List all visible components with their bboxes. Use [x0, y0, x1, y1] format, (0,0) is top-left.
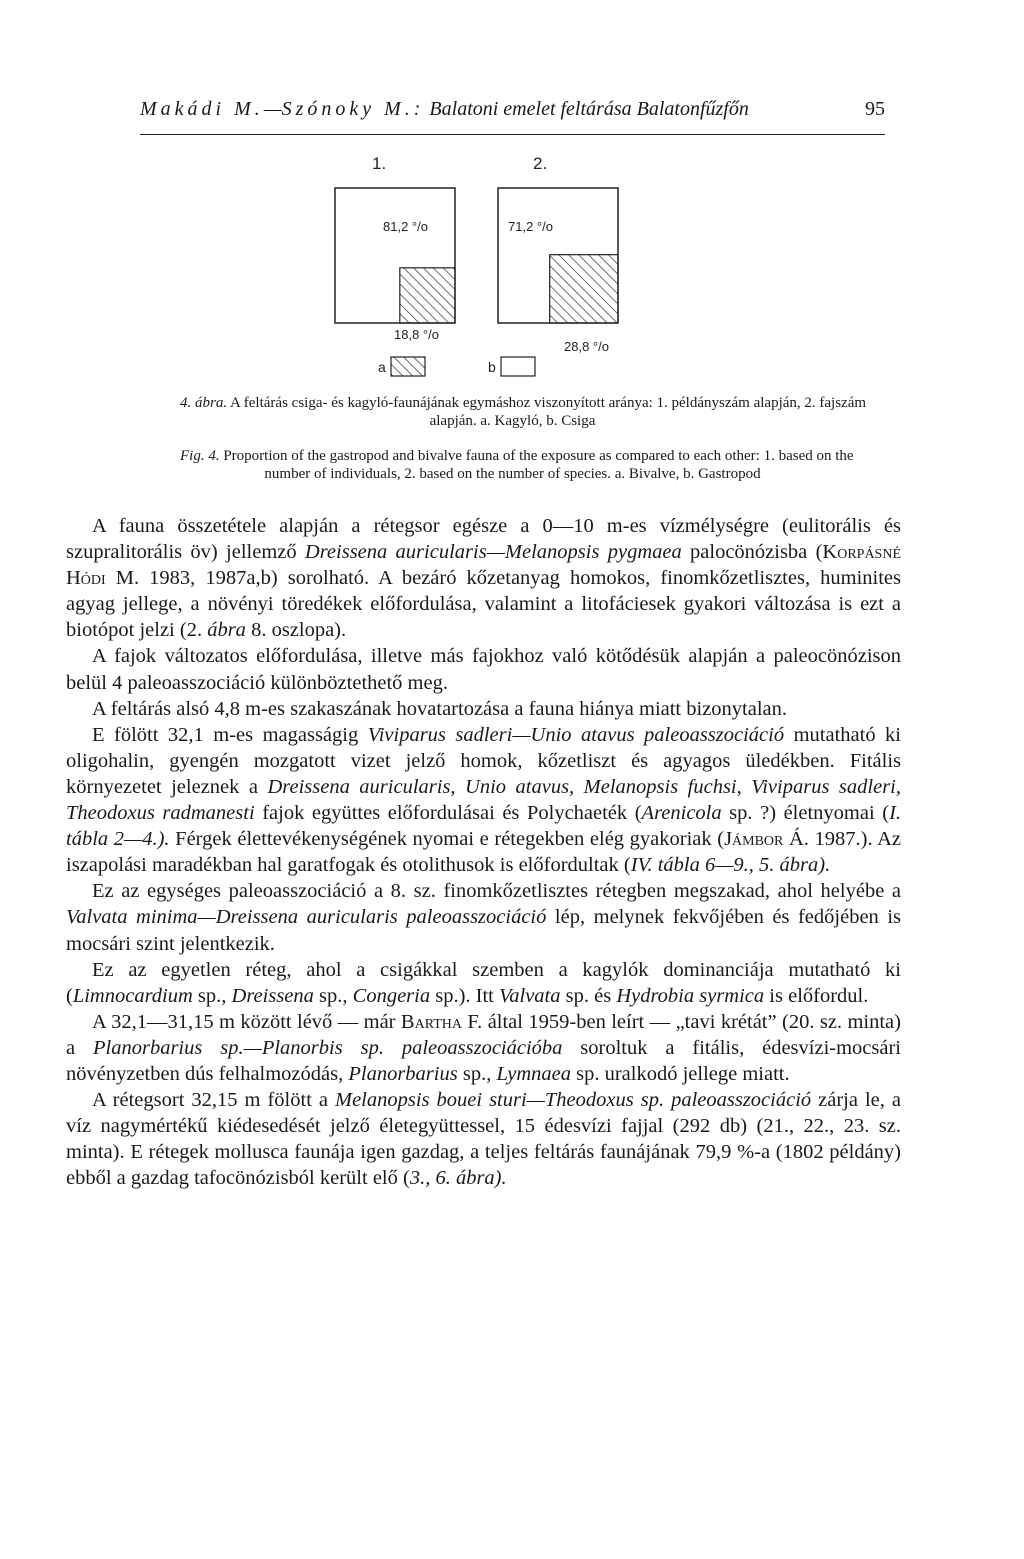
- taxon-name: Planorbarius: [348, 1062, 458, 1085]
- text-run: sp. ?) életnyomai (: [721, 802, 890, 825]
- caption-hungarian: [140, 394, 885, 430]
- box-1-top-value: 81,2 °/o: [383, 219, 428, 234]
- figure-4: [300, 145, 609, 385]
- text-run: Ez az egyetlen réteg, ahol a csigákkal szemben a kagylók dominanciája mutatható ki (: [66, 958, 901, 1007]
- running-header: [140, 98, 885, 132]
- box-2-bottom-value: 28,8 °/o: [564, 339, 609, 354]
- text-run: soroltuk a fitális, édesvízi-mocsári növényzetben dús felhalmozódás,: [66, 1036, 901, 1085]
- paragraph-3: A feltárás alsó 4,8 m-es szakaszának hovatartozása a fauna hiánya miatt bizonytalan.: [92, 697, 788, 720]
- taxon-name: Arenicola: [641, 802, 722, 825]
- text-run: zárja le, a víz nagymértékű kiédesedését jelző életegyüttessel, 15 édesvízi fajjal (292 db) (21., 22., 23. sz. minta). E rétegek mollusca faunája igen gazdag, a teljes feltárás faunájának 79,9 %-a (1802 példány) ebből a gazdag tafocönózisból került elő (: [66, 1089, 902, 1190]
- paragraph-6: [66, 957, 901, 1009]
- box-1-label: 1.: [372, 154, 387, 173]
- header-author-2: Szónoky M.:: [281, 98, 425, 120]
- caption-hu-text-1: A feltárás csiga- és kagyló-faunájának egymáshoz viszonyított aránya: 1. példányszám alapján, 2. fajszám: [227, 395, 867, 411]
- text-run: A fauna összetétele alapján a rétegsor egésze a 0—10 m-es vízmélységre (eulitorális és szupralitorális öv) jellemző: [66, 515, 901, 564]
- taxon-name: Lymnaea: [496, 1062, 571, 1085]
- legend-a-swatch: [391, 357, 425, 376]
- text-run: sp.,: [313, 984, 353, 1007]
- taxon-name: Dreissena auricularis—Melanopsis pygmaea: [304, 541, 682, 564]
- text-run: A 32,1—31,15 m között lévő — már: [92, 1010, 401, 1033]
- text-run: fajok együttes előfordulásai és Polychaeték (: [254, 802, 642, 825]
- taxon-name: Valvata: [499, 984, 561, 1007]
- caption-hu-text-2: alapján. a. Kagyló, b. Csiga: [429, 413, 596, 429]
- caption-english: [140, 447, 885, 483]
- proportion-chart: [300, 145, 609, 385]
- text-run: Ez az egységes paleoasszociáció a 8. sz. finomkőzetlisztes rétegben megszakad, ahol helyébe a: [92, 880, 901, 903]
- paragraph-8: [66, 1087, 901, 1191]
- body-text: [66, 513, 901, 1191]
- text-run: sp.,: [192, 984, 232, 1007]
- header-dash: —: [263, 98, 282, 120]
- page-number: 95: [865, 98, 885, 120]
- taxon-name: Hydrobia syrmica: [616, 984, 765, 1007]
- plate-ref: I. tábla 2—4.).: [66, 802, 902, 851]
- text-run: lép, melynek fekvőjében és fedőjében is mocsári szint jelentkezik.: [66, 906, 901, 955]
- text-run: Á. 1987.). Az iszapolási maradékban hal garatfogak és otolithusok is előfordultak (: [66, 828, 902, 877]
- text-run: is előfordul.: [764, 984, 869, 1007]
- header-citation: [140, 98, 749, 121]
- taxon-name: Melanopsis bouei sturi—Theodoxus sp. paleoasszociáció: [335, 1089, 812, 1112]
- header-author-1: Makádi M.: [140, 98, 264, 120]
- legend-b-label: b: [488, 359, 496, 375]
- text-run: sp. uralkodó jellege miatt.: [571, 1062, 790, 1085]
- text-run: F. által 1959-ben leírt — „tavi krétát” (20. sz. minta) a: [66, 1010, 901, 1059]
- taxon-name: Valvata minima—Dreissena auricularis paleoasszociáció: [66, 906, 547, 929]
- header-rule: [140, 134, 885, 135]
- author-name: Bartha: [400, 1010, 462, 1033]
- caption-en-lead: Fig. 4.: [180, 448, 220, 464]
- paragraph-4: [66, 722, 901, 879]
- legend-b-swatch: [501, 357, 535, 376]
- text-run: mutatható ki oligohalin, gyengén mozgatott vizet jelző homok, kőzetliszt és agyagos üledékben. Fitális környezetet jeleznek a: [66, 723, 901, 798]
- taxon-name: Limnocardium: [72, 984, 193, 1007]
- taxon-name: Viviparus sadleri—Unio atavus paleoasszociáció: [367, 723, 785, 746]
- box-1-bivalve-fill: [400, 268, 455, 323]
- text-run: A rétegsort 32,15 m fölött a: [92, 1089, 335, 1112]
- figure-ref: ábra: [207, 619, 246, 642]
- paragraph-1: [66, 513, 901, 643]
- header-title: Balatoni emelet feltárása Balatonfűzfőn: [424, 98, 749, 120]
- taxon-name: Planorbarius sp.—Planorbis sp. paleoasszociációba: [93, 1036, 563, 1059]
- text-run: sp. és: [560, 984, 617, 1007]
- author-name: Korpásné Hódi: [66, 541, 902, 590]
- taxon-name: Dreissena auricularis, Unio atavus, Melanopsis fuchsi, Viviparus sadleri, Theodoxus radmanesti: [66, 775, 901, 825]
- plate-ref: IV. tábla 6—9., 5. ábra).: [630, 854, 831, 877]
- text-run: Férgek élettevékenységének nyomai e rétegekben elég gyakoriak (: [169, 828, 725, 851]
- text-run: E fölött 32,1 m-es magasságig: [92, 723, 368, 746]
- taxon-name: Congeria: [352, 984, 431, 1007]
- caption-hu-lead: 4. ábra.: [180, 395, 228, 411]
- text-run: 8. oszlopa).: [245, 619, 347, 642]
- paragraph-7: [66, 1009, 901, 1087]
- paragraph-2: A fajok változatos előfordulása, illetve más fajokhoz való kötődésük alapján a paleocönózison belül 4 paleoasszociáció különböztethető meg.: [66, 645, 901, 694]
- caption-en-text-1: Proportion of the gastropod and bivalve fauna of the exposure as compared to each other: 1. based on the: [219, 448, 854, 464]
- box-2-bivalve-fill: [550, 255, 618, 323]
- box-1-bottom-value: 18,8 °/o: [394, 327, 439, 342]
- figure-ref: 3., 6. ábra).: [409, 1167, 507, 1190]
- paragraph-5: [66, 878, 901, 956]
- taxon-name: Dreissena: [231, 984, 314, 1007]
- text-run: palocönózisba (: [681, 541, 823, 564]
- author-name: Jámbor: [724, 828, 784, 851]
- text-run: M. 1983, 1987a,b) sorolható. A bezáró kőzetanyag homokos, finomkőzetlisztes, huminites agyag jellege, a növényi töredékek előfordulása, valamint a litofáciesek gyakori változása is ezt a biotópot jelzi (2.: [66, 567, 901, 642]
- legend-a-label: a: [378, 359, 386, 375]
- box-2-top-value: 71,2 °/o: [508, 219, 553, 234]
- text-run: sp.). Itt: [430, 984, 499, 1007]
- text-run: sp.,: [457, 1062, 497, 1085]
- caption-en-text-2: number of individuals, 2. based on the number of species. a. Bivalve, b. Gastropod: [264, 466, 761, 482]
- box-2-label: 2.: [533, 154, 548, 173]
